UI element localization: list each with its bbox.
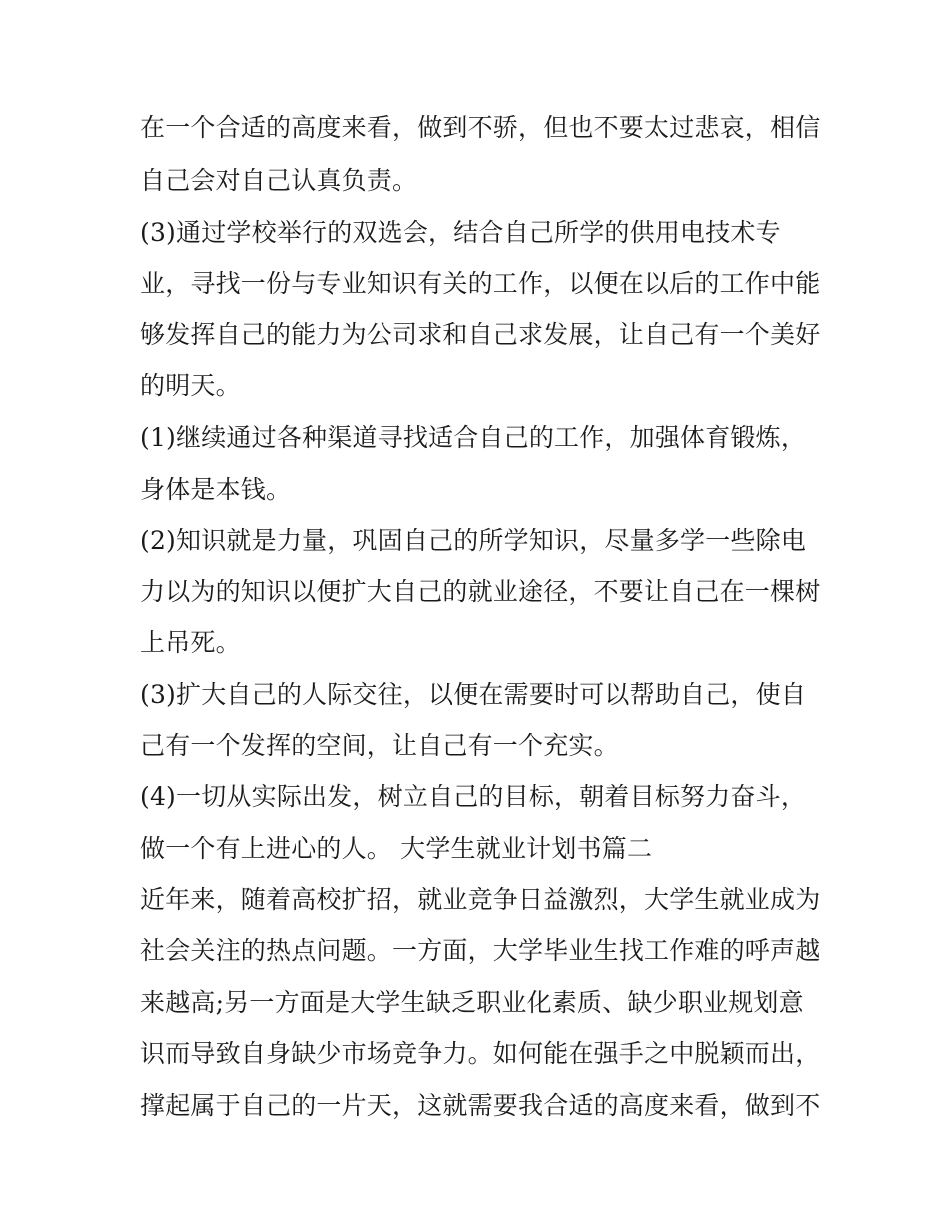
text-line: (3)通过学校举行的双选会，结合自己所学的供用电技术专 <box>140 218 781 247</box>
text-line: (2)知识就是力量，巩固自己的所学知识，尽量多学一些除电 <box>140 526 807 555</box>
text-line: 撑起属于自己的一片天，这就需要我合适的高度来看，做到不 <box>140 1091 821 1120</box>
text-line: 近年来，随着高校扩招，就业竞争日益激烈，大学生就业成为 <box>140 885 821 914</box>
text-line: 做一个有上进心的人。 大学生就业计划书篇二 <box>140 834 653 863</box>
text-line: 自己会对自己认真负责。 <box>140 166 418 195</box>
text-line: (3)扩大自己的人际交往，以便在需要时可以帮助自己，使自 <box>140 680 807 709</box>
text-line: 的明天。 <box>140 371 241 400</box>
text-line: 识而导致自身缺少市场竞争力。如何能在强手之中脱颖而出， <box>140 1039 821 1068</box>
text-line: (4)一切从实际出发，树立自己的目标，朝着目标努力奋斗， <box>140 782 807 811</box>
text-line: 身体是本钱。 <box>140 475 292 504</box>
text-line: 业，寻找一份与专业知识有关的工作，以便在以后的工作中能 <box>140 269 821 298</box>
text-line: 在一个合适的高度来看，做到不骄，但也不要太过悲哀，相信 <box>140 113 821 142</box>
text-line: 上吊死。 <box>140 628 241 657</box>
text-line: 己有一个发挥的空间，让自己有一个充实。 <box>140 731 619 760</box>
text-line: 力以为的知识以便扩大自己的就业途径，不要让自己在一棵树 <box>140 577 821 606</box>
text-line: 来越高;另一方面是大学生缺乏职业化素质、缺少职业规划意 <box>140 988 804 1017</box>
text-line: 够发挥自己的能力为公司求和自己求发展，让自己有一个美好 <box>140 320 821 349</box>
text-line: (1)继续通过各种渠道寻找适合自己的工作，加强体育锻炼， <box>140 423 807 452</box>
text-line: 社会关注的热点问题。一方面，大学毕业生找工作难的呼声越 <box>140 936 821 965</box>
